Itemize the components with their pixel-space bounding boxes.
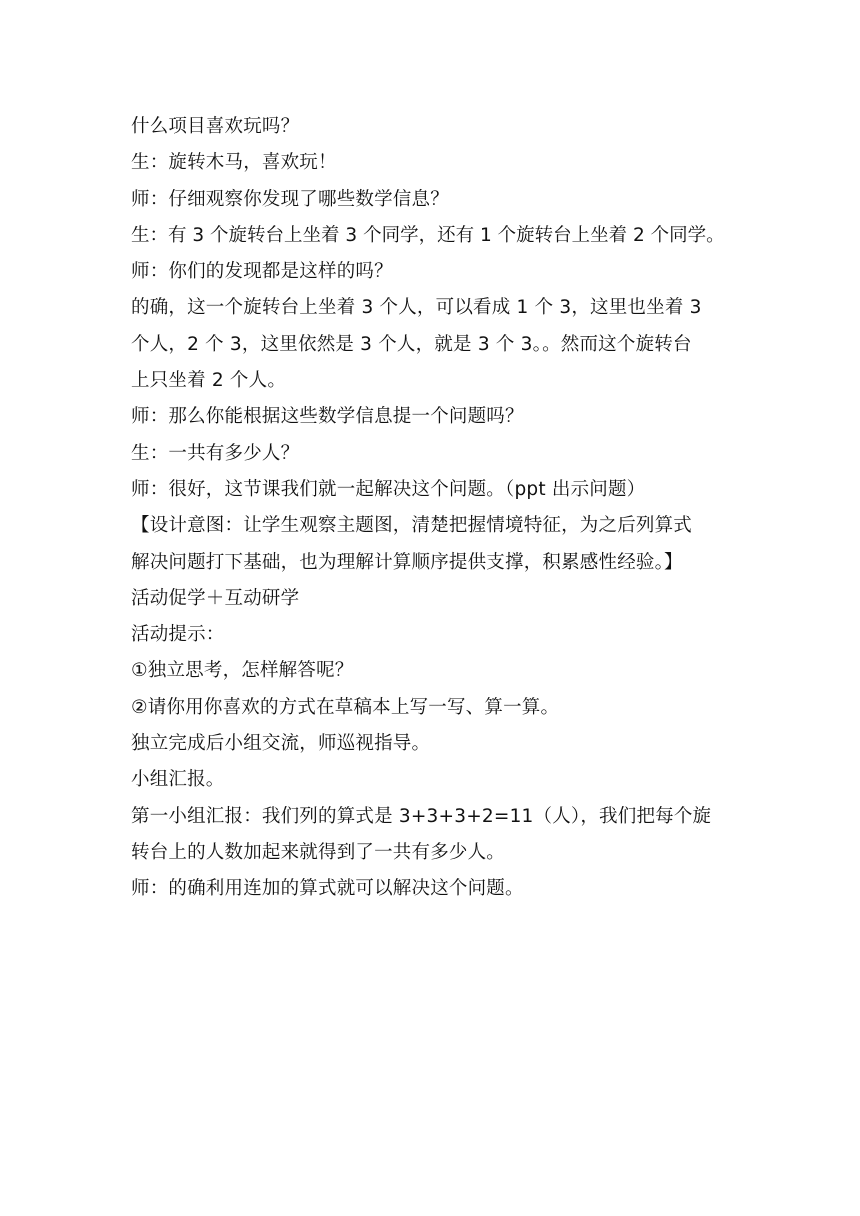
text-line: 什么项目喜欢玩吗？ bbox=[131, 116, 300, 137]
text-line: 师：你们的发现都是这样的吗？ bbox=[131, 261, 393, 283]
text-line: 转台上的人数加起来就得到了一共有多少人。 bbox=[131, 841, 506, 863]
list-item: ①独立思考，怎样解答呢？ bbox=[131, 660, 354, 682]
text-line: 独立完成后小组交流，师巡视指导。 bbox=[131, 733, 431, 755]
text-line: 个人，2 个 3，这里依然是 3 个人，就是 3 个 3。。然而这个旋转台 bbox=[131, 333, 692, 355]
section-heading: 活动促学＋互动研学 bbox=[131, 587, 300, 609]
text-line: 活动提示： bbox=[131, 624, 225, 646]
design-intent-line: 解决问题打下基础，也为理解计算顺序提供支撑，积累感性经验。】 bbox=[131, 551, 683, 573]
text-line: 的确，这一个旋转台上坐着 3 个人，可以看成 1 个 3，这里也坐着 3 bbox=[131, 297, 702, 319]
text-line: 生：一共有多少人？ bbox=[131, 442, 300, 464]
design-intent-line: 【设计意图：让学生观察主题图，清楚把握情境特征，为之后列算式 bbox=[131, 515, 693, 537]
text-line: 第一小组汇报：我们列的算式是 3+3+3+2=11（人），我们把每个旋 bbox=[131, 805, 712, 827]
text-line: 师：的确利用连加的算式就可以解决这个问题。 bbox=[131, 878, 524, 900]
list-item: ②请你用你喜欢的方式在草稿本上写一写、算一算。 bbox=[131, 696, 560, 718]
text-line: 生：旋转木马，喜欢玩！ bbox=[131, 152, 337, 174]
text-line: 师：仔细观察你发现了哪些数学信息？ bbox=[131, 188, 449, 210]
document-body bbox=[131, 109, 731, 908]
text-line: 小组汇报。 bbox=[131, 769, 225, 791]
text-line: 生：有 3 个旋转台上坐着 3 个同学，还有 1 个旋转台上坐着 2 个同学。 bbox=[131, 224, 725, 246]
text-line: 师：很好，这节课我们就一起解决这个问题。（ppt 出示问题） bbox=[131, 478, 646, 500]
text-line: 上只坐着 2 个人。 bbox=[131, 370, 287, 392]
text-line: 师：那么你能根据这些数学信息提一个问题吗？ bbox=[131, 406, 524, 428]
